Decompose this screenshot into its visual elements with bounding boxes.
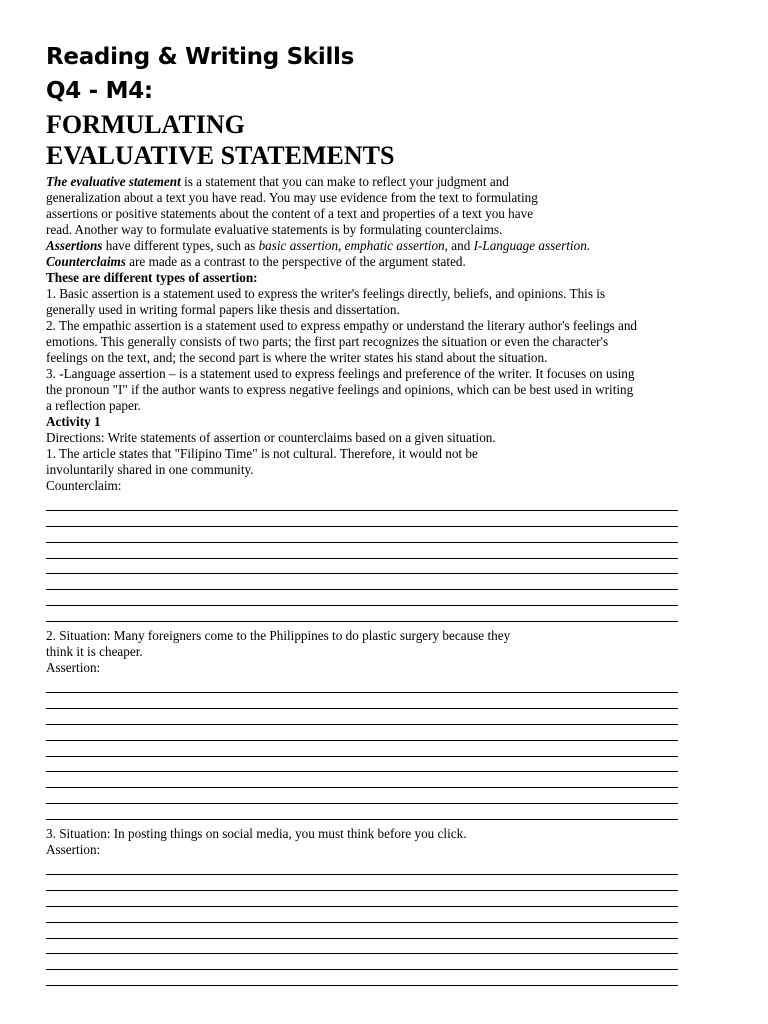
assertions-paragraph [46, 238, 736, 254]
answer-line[interactable] [46, 891, 678, 907]
intro-text: is a statement that you can make to reflect your judgment and [180, 174, 509, 189]
answer-line[interactable] [46, 859, 678, 875]
intro-paragraph-line-1 [46, 174, 736, 190]
answer-line[interactable] [46, 574, 678, 590]
separator: , [338, 238, 345, 253]
answer-line[interactable] [46, 709, 678, 725]
type-3-line-2: the pronoun "I" if the author wants to express negative feelings and opinions, which can be best used in writing [46, 382, 634, 397]
lesson-title-line-1: FORMULATING [46, 110, 245, 139]
types-heading: These are different types of assertion: [46, 270, 258, 285]
term-i-language-assertion: I-Language assertion [473, 238, 587, 253]
lesson-title-line-2: EVALUATIVE STATEMENTS [46, 141, 395, 170]
item-3-line-1: 3. Situation: In posting things on social media, you must think before you click. [46, 826, 467, 842]
item-2-line-1: 2. Situation: Many foreigners come to the Philippines to do plastic surgery because they [46, 628, 511, 644]
answer-line[interactable] [46, 772, 678, 788]
term-assertions: Assertions [46, 238, 103, 253]
module-label: Q4 - M4: [46, 78, 153, 104]
type-1-line-1: 1. Basic assertion is a statement used to express the writer's feelings directly, beliefs, and opinions. This is [46, 286, 606, 301]
term-basic-assertion: basic assertion [258, 238, 339, 253]
answer-line[interactable] [46, 495, 678, 511]
answer-line[interactable] [46, 543, 678, 559]
type-2-line-2: emotions. This generally consists of two parts; the first part recognizes the situation or even the character's [46, 334, 609, 349]
subject-title: Reading & Writing Skills [46, 44, 355, 70]
answer-line[interactable] [46, 693, 678, 709]
activity-heading: Activity 1 [46, 414, 101, 429]
item-3-answer-lines[interactable] [46, 859, 678, 986]
answer-line[interactable] [46, 606, 678, 622]
answer-line[interactable] [46, 527, 678, 543]
item-1-label: Counterclaim: [46, 478, 122, 493]
intro-paragraph-line-4: read. Another way to formulate evaluative statements is by formulating counterclaims. [46, 222, 503, 237]
type-2-line-1: 2. The empathic assertion is a statement used to express empathy or understand the literary author's feelings and [46, 318, 638, 333]
type-2-line-3: feelings on the text, and; the second part is where the writer states his stand about the situation. [46, 350, 548, 365]
worksheet-page [46, 40, 736, 986]
term-evaluative-statement: The evaluative statement [46, 174, 181, 189]
item-1-line-1: 1. The article states that "Filipino Time" is not cultural. Therefore, it would not be [46, 446, 478, 461]
item-2-answer-lines[interactable] [46, 677, 678, 820]
answer-line[interactable] [46, 970, 678, 986]
answer-line[interactable] [46, 954, 678, 970]
counterclaims-text: are made as a contrast to the perspective of the argument stated. [125, 254, 466, 269]
type-1-line-2: generally used in writing formal papers like thesis and dissertation. [46, 302, 400, 317]
term-counterclaims: Counterclaims [46, 254, 126, 269]
answer-line[interactable] [46, 788, 678, 804]
term-emphatic-assertion: emphatic assertion [344, 238, 445, 253]
answer-line[interactable] [46, 590, 678, 606]
separator: . [586, 238, 591, 253]
answer-line[interactable] [46, 804, 678, 820]
item-3-label: Assertion: [46, 842, 101, 858]
assertions-text: have different types, such as [102, 238, 259, 253]
worksheet-body [46, 174, 736, 986]
answer-line[interactable] [46, 559, 678, 575]
answer-line[interactable] [46, 939, 678, 955]
intro-paragraph-line-3: assertions or positive statements about the content of a text and properties of a text you have [46, 206, 534, 221]
item-2-label: Assertion: [46, 660, 101, 676]
answer-line[interactable] [46, 511, 678, 527]
item-1-line-2: involuntarily shared in one community. [46, 462, 254, 477]
intro-paragraph-line-2: generalization about a text you have read. You may use evidence from the text to formulating [46, 190, 538, 205]
separator: , and [444, 238, 474, 253]
activity-directions: Directions: Write statements of assertion or counterclaims based on a given situation. [46, 430, 496, 445]
type-3-line-3: a reflection paper. [46, 398, 141, 413]
answer-line[interactable] [46, 757, 678, 773]
answer-line[interactable] [46, 741, 678, 757]
answer-line[interactable] [46, 907, 678, 923]
answer-line[interactable] [46, 677, 678, 693]
item-2-line-2: think it is cheaper. [46, 644, 143, 660]
item-1-answer-lines[interactable] [46, 495, 678, 622]
answer-line[interactable] [46, 923, 678, 939]
answer-line[interactable] [46, 875, 678, 891]
answer-line[interactable] [46, 725, 678, 741]
counterclaims-paragraph [46, 254, 736, 270]
type-3-line-1: 3. -Language assertion – is a statement used to express feelings and preference of the writer. It focuses on using [46, 366, 635, 381]
